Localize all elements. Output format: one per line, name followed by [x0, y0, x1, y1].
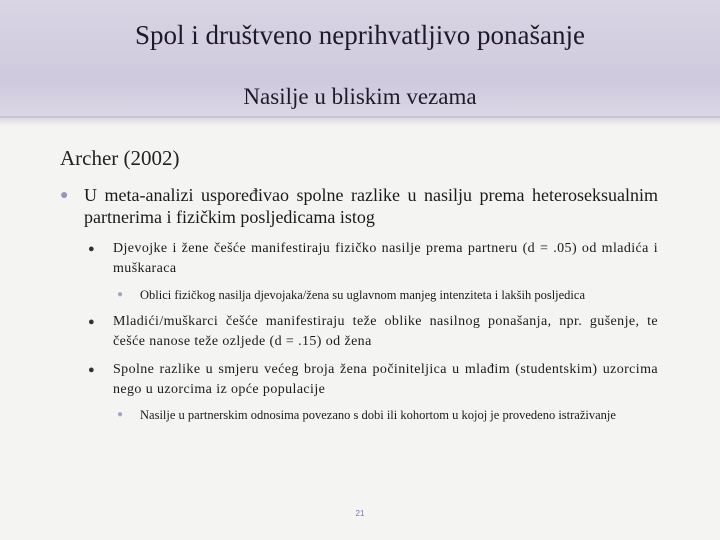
- bullet-main: [60, 184, 658, 228]
- bullet-sub-3a-text: Nasilje u partnerskim odnosima povezano s dobi ili kohortom u kojoj je provedeno istraživanje: [140, 408, 616, 422]
- bullet-main-text: U meta-analizi uspoređivao spolne razlike u nasilju prema heteroseksualnim partnerima i fizičkim posljedicama istog: [84, 185, 658, 227]
- bullet-sub-1-text: Djevojke i žene češće manifestiraju fizičko nasilje prema partneru (d = .05) od mladića i muškaraca: [113, 241, 658, 276]
- bullet-dot-icon: ●: [88, 243, 96, 255]
- bullet-dot-icon: ●: [88, 364, 96, 376]
- bullet-sub-2-text: Mladići/muškarci češće manifestiraju teže oblike nasilnog ponašanja, npr. gušenje, te češće nanose teže ozljede (d = .15) od žena: [113, 314, 658, 349]
- bullet-sub-1a: [117, 285, 658, 305]
- bullet-sub-2: [88, 312, 658, 352]
- bullet-dot-icon: ●: [117, 289, 124, 300]
- bullet-dot-icon: ●: [117, 409, 124, 420]
- section-heading: Archer (2002): [60, 146, 180, 170]
- bullet-sub-3a: [117, 405, 658, 425]
- page-number: 21: [355, 509, 365, 518]
- bullet-sub-1a-text: Oblici fizičkog nasilja djevojaka/žena su uglavnom manjeg intenziteta i lakših posljedica: [140, 288, 586, 302]
- bullet-sub-3: [88, 360, 658, 400]
- bullet-sub-1: [88, 239, 658, 279]
- bullet-dot-icon: ●: [88, 316, 96, 328]
- bullet-sub-3-text: Spolne razlike u smjeru većeg broja žena počiniteljica u mlađim (studentskim) uzorcima nego u uzorcima iz opće populacije: [113, 362, 658, 397]
- slide-title: Spol i društveno neprihvatljivo ponašanje: [135, 20, 585, 50]
- slide-subtitle: Nasilje u bliskim vezama: [243, 84, 477, 109]
- bullet-dot-icon: ●: [60, 188, 69, 203]
